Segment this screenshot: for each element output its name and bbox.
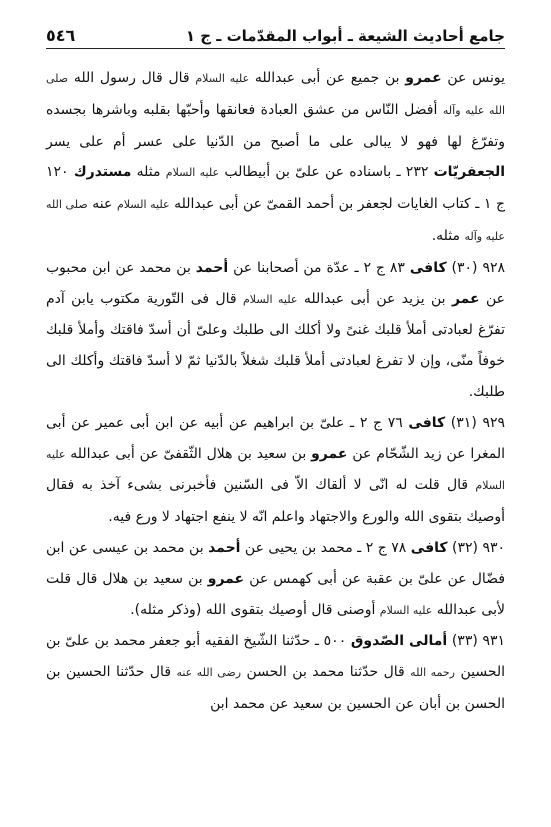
source-reference: عمرو [311,445,348,462]
text-run: قال قلت له انّى لا ألقاك الاّ فى السّنين فأخبرنى بشىء آخذ به فقال أوصيك بتقوى الله والورع والاجتهاد واعلم انّه لا ينفع اجتهاد لا ورع فيه. [46,477,505,526]
source-reference: عمرو [207,570,245,587]
hadith-929 [46,408,505,533]
page-body [46,63,505,720]
text-run: أوصنى قال أوصيك بتقوى الله (وذكر مثله). [130,601,380,618]
source-reference: الجعفريّات [433,164,506,181]
text-run: بن سعيد بن هلال الثّقفىّ عن أبى عبدالله [65,445,312,462]
text-run: قال فى التّورية مكتوب يابن آدم تفرّغ لعبادتى أملأ قلبك غنىً ولا أكلك الى طلبك وعلىّ أن أسدّ فاقتك وأملأ قلبك خوفاً منّى، وإن لا تفرغ لعبادتى أملأ قلبك شغلاً بالدّنيا ثمّ لا أسدّ فاقتك وأكلك الى طلبك. [46,290,505,400]
text-run: ٥٠٠ ـ حدّثنا الشّيخ الفقيه أبو جعفر محمد بن علىّ بن الحسين [46,633,506,681]
honorific-phrase: رحمه الله [410,666,455,680]
text-run: قال حدّثنا الحسين بن الحسن بن أبان عن الحسين بن سعيد عن محمد ابن [46,664,505,712]
text-run: ٢٣٢ ـ باسناده عن علىّ بن أبيطالب [219,164,434,181]
honorific-phrase: عليه السلام [379,603,433,617]
text-run: بن سعيد بن هلال قال قلت لأبى عبدالله [46,570,505,618]
honorific-phrase: صلى الله عليه وآله [46,72,505,117]
source-reference: أحمد [195,259,229,276]
paragraph-continuation [46,63,505,253]
source-reference: مستدرك [73,164,132,181]
honorific-phrase: عليه السلام [165,166,220,180]
source-reference: كافى [410,539,448,556]
page-number: ٥٤٦ [46,26,76,45]
text-run: ٨٣ ج ٢ ـ عدّة من أصحابنا عن [228,259,410,276]
text-run: عنه [87,196,117,213]
text-run: ٩٢٨ (٣٠) [446,259,505,276]
hadith-930 [46,533,505,626]
honorific-phrase: عليه السلام [195,72,250,85]
source-reference: أمالى الصّدوق [350,633,448,650]
text-run: أفضل النّاس من عشق العبادة فعانقها وأحبّها بقلبه وباشرها بجسده وتفرّغ لها فهو لا يبالى على ما أصبح من الدّنيا على عسر أم على يسر [46,101,505,150]
page-header [46,20,505,49]
hadith-931 [46,626,505,719]
text-run: مثله [131,164,166,181]
text-run: قال حدّثنا محمد بن الحسن [241,664,411,681]
text-run: ٧٨ ج ٢ ـ محمد بن يحيى عن [240,539,411,556]
honorific-phrase: رضى الله عنه [176,666,242,680]
running-title: جامع أحاديث الشيعة ـ أبواب المقدّمات ـ ج ١ [185,27,505,45]
text-run: ١٢٠ ج ١ ـ كتاب الغايات لجعفر بن أحمد القمىّ عن أبى عبدالله [46,164,506,213]
text-run: بن محمد بن عيسى عن ابن فضّال عن علىّ بن عقبة عن أبى كهمس عن [46,539,506,587]
source-reference: كافى [408,414,446,431]
honorific-phrase: عليه السلام [46,447,505,493]
text-run: يونس عن [441,70,506,86]
text-run: بن جميع عن أبى عبدالله [249,70,406,86]
text-run: بن يزيد عن أبى عبدالله [297,290,452,307]
hadith-928 [46,253,505,408]
text-run: ٩٢٩ (٣١) [445,414,505,431]
honorific-phrase: صلى الله عليه وآله [46,198,505,243]
text-run: بن محمد عن ابن محبوب عن [46,259,506,307]
source-reference: عمر [451,290,480,307]
text-run: ٧٦ ج ٢ ـ علىّ بن ابراهيم عن أبيه عن ابن أبى عمير عن أبى المغرا عن زيد الشّحّام عن [46,414,505,462]
text-run: قال قال رسول الله [68,70,196,86]
source-reference: عمرو [405,70,442,86]
source-reference: كافى [409,259,447,276]
text-run: مثله. [431,227,465,244]
source-reference: أحمد [208,539,241,556]
text-run: ٩٣١ (٣٣) [447,633,505,650]
text-run: ٩٣٠ (٣٢) [447,539,505,556]
honorific-phrase: عليه السلام [243,292,298,306]
honorific-phrase: عليه السلام [116,198,170,212]
